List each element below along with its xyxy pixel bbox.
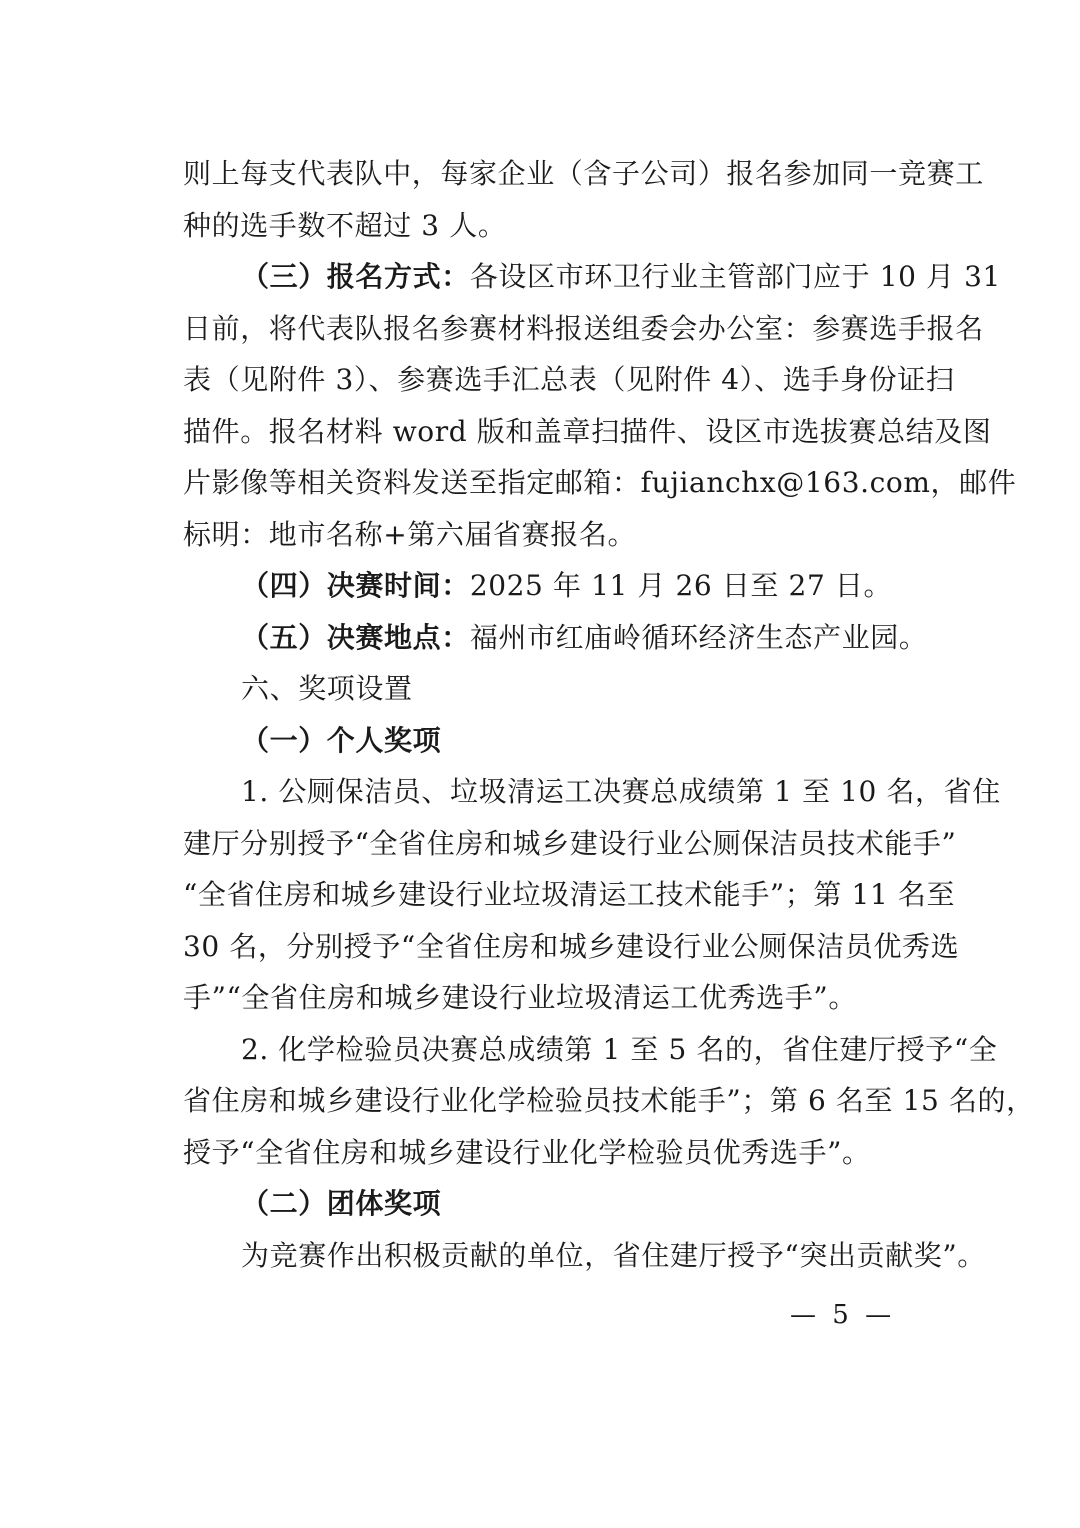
paragraph-line: “全省住房和城乡建设行业垃圾清运工技术能手”；第 11 名至: [183, 878, 956, 911]
page-number: — 5 —: [790, 1300, 896, 1330]
paragraph-line: 片影像等相关资料发送至指定邮箱：fujianchx@163.com，邮件: [183, 466, 1017, 499]
document-body: [183, 148, 1035, 1281]
subsection-heading-individual: （一）个人奖项: [241, 723, 442, 757]
final-time-line: （四）决赛时间：2025 年 11 月 26 日至 27 日。: [241, 569, 893, 602]
registration-method-line: （三）报名方式：各设区市环卫行业主管部门应于 10 月 31: [241, 260, 1001, 293]
paragraph-line: 2. 化学检验员决赛总成绩第 1 至 5 名的，省住建厅授予“全: [241, 1032, 998, 1066]
paragraph-line: 手”“全省住房和城乡建设行业垃圾清运工优秀选手”。: [183, 981, 857, 1014]
paragraph-line: 30 名，分别授予“全省住房和城乡建设行业公厕保洁员优秀选: [183, 929, 960, 963]
final-venue-line: （五）决赛地点：福州市红庙岭循环经济生态产业园。: [241, 620, 928, 654]
section-label: （四）决赛时间：: [241, 569, 470, 602]
paragraph-line: 1. 公厕保洁员、垃圾清运工决赛总成绩第 1 至 10 名，省住: [241, 775, 1001, 808]
section-heading-awards: 六、奖项设置: [241, 672, 413, 705]
paragraph-line: 种的选手数不超过 3 人。: [183, 208, 507, 242]
paragraph-line: 为竞赛作出积极贡献的单位，省住建厅授予“突出贡献奖”。: [241, 1238, 986, 1272]
paragraph-line: 建厅分别授予“全省住房和城乡建设行业公厕保洁员技术能手”: [183, 826, 957, 860]
paragraph-line: 标明：地市名称+第六届省赛报名。: [183, 517, 637, 551]
paragraph-line: 授予“全省住房和城乡建设行业化学检验员优秀选手”。: [183, 1135, 871, 1169]
paragraph-line: 描件。报名材料 word 版和盖章扫描件、设区市选拔赛总结及图: [183, 414, 992, 448]
paragraph-line: 表（见附件 3）、参赛选手汇总表（见附件 4）、选手身份证扫: [183, 363, 955, 396]
paragraph-line: 日前，将代表队报名参赛材料报送组委会办公室：参赛选手报名: [183, 311, 984, 345]
subsection-heading-team: （二）团体奖项: [241, 1187, 442, 1220]
section-label: （五）决赛地点：: [241, 620, 470, 654]
paragraph-line: 则上每支代表队中，每家企业（含子公司）报名参加同一竞赛工: [183, 157, 984, 190]
paragraph-line: 省住房和城乡建设行业化学检验员技术能手”；第 6 名至 15 名的，: [183, 1084, 1035, 1117]
section-label: （三）报名方式：: [241, 260, 470, 293]
